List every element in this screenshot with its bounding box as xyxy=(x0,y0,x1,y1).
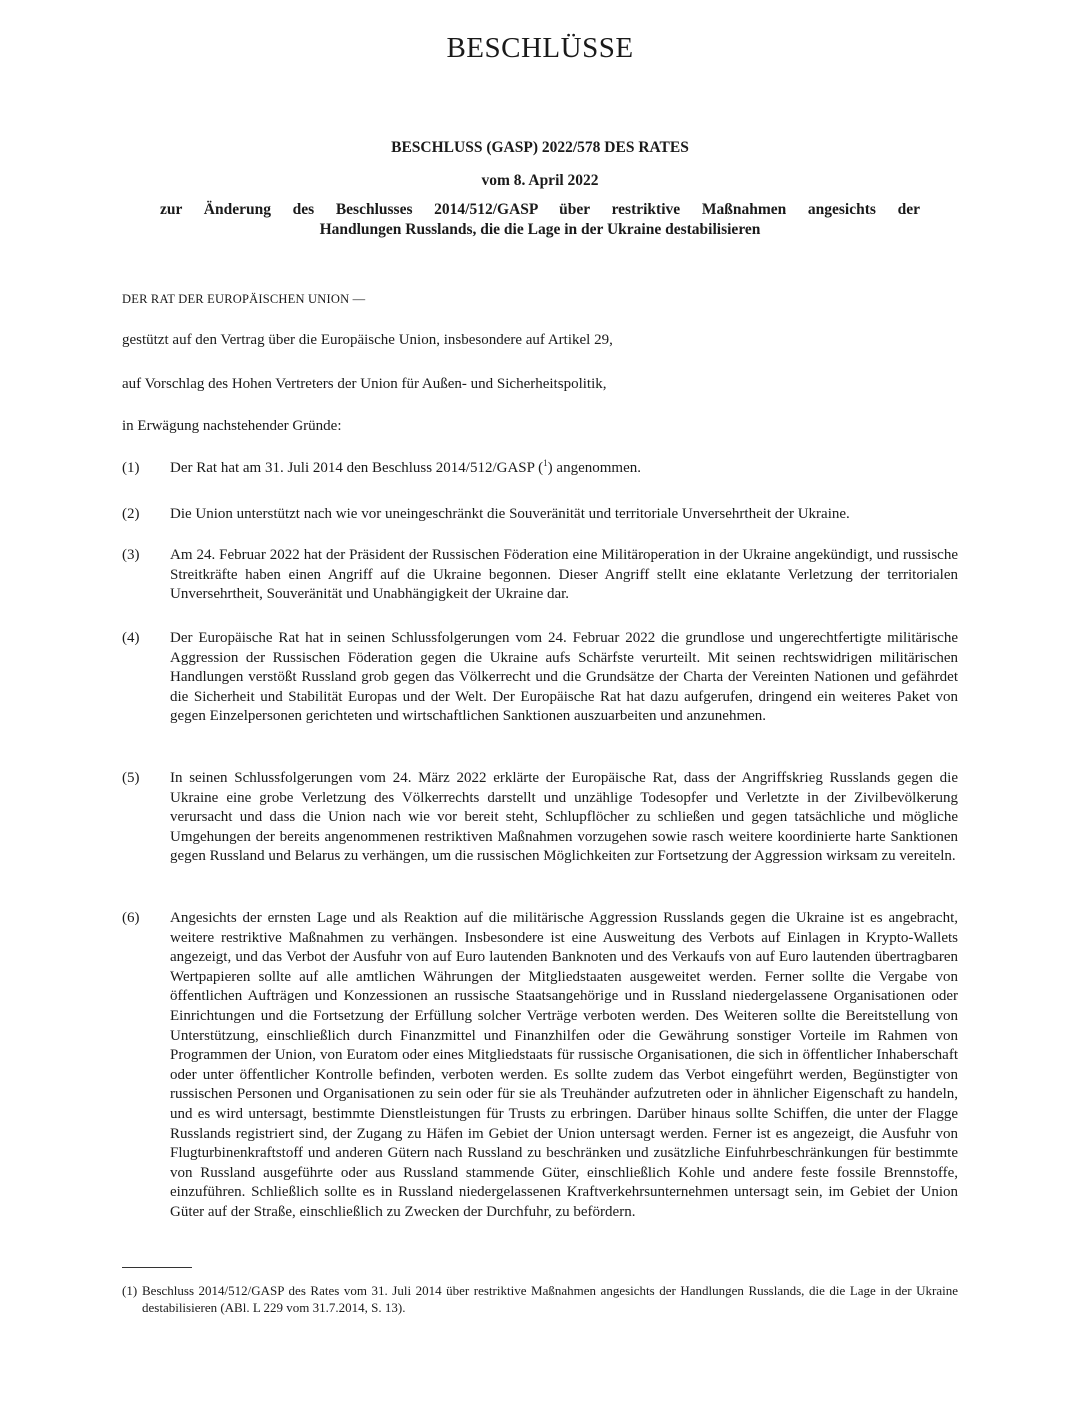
recital-number: (1) xyxy=(122,460,140,476)
footnote-1 xyxy=(122,1282,958,1316)
section-heading: BESCHLÜSSE xyxy=(446,32,634,64)
recital-5 xyxy=(122,769,958,867)
recital-number: (2) xyxy=(122,506,140,522)
recital-text: Der Europäische Rat hat in seinen Schlussfolgerungen vom 24. Februar 2022 die grundlose und ungerechtfertigte militärische Aggression der Russischen Föderation gegen die Ukraine aufs Schärfste verurteilt. Mit seinen rechtswidrigen militärischen Handlungen verstößt Russland grob gegen das Völkerrecht und die Grundsätze der Charta der Vereinten Nationen und gefährdet die Sicherheit und Stabilität Europas und der Welt. Der Europäische Rat hat dazu aufgerufen, dringend ein weiteres Paket von gegen Einzelpersonen gerichteten und wirtschaftlichen Sanktionen auszuarbeiten und anzunehmen. xyxy=(170,630,958,725)
recital-text: Am 24. Februar 2022 hat der Präsident der Russischen Föderation eine Militäroperation in der Ukraine angekündigt, und russische Streitkräfte haben einen Angriff auf die Ukraine begonnen. Dieser Angriff stellt eine eklatante Verletzung der territorialen Unversehrtheit, Souveränität und Unabhängigkeit der Ukraine dar. xyxy=(170,547,958,603)
council-heading: DER RAT DER EUROPÄISCHEN UNION — xyxy=(122,292,366,306)
recital-3 xyxy=(122,546,958,605)
recital-text: Angesichts der ernsten Lage und als Reaktion auf die militärische Aggression Russlands gegen die Ukraine ist es angebracht, weitere restriktive Maßnahmen zu verhängen. Insbesondere ist eine Ausweitung des Verbots auf Einlagen in Krypto-Wallets angezeigt, und das Verbot der Ausfuhr von auf Euro lautenden Banknoten und des Verkaufs von auf Euro lautenden übertragbaren Wertpapieren sollte auf alle amtlichen Währungen der Mitgliedstaaten ausgeweitet werden. Ferner sollte die Vergabe von öffentlichen Aufträgen und Konzessionen an russische Staatsangehörige und in Russland niedergelassene Organisationen oder Einrichtungen und die Fortsetzung der Erfüllung solcher Verträge verboten werden. Des Weiteren sollte die Bereitstellung von Unterstützung, einschließlich durch Finanzmittel und Finanzhilfen oder die Gewährung sonstiger Vorteile im Rahmen von Programmen der Union, von Euratom oder eines Mitgliedstaats für russische Organisationen, die sich in öffentlicher Inhaberschaft oder unter öffentlicher Kontrolle befinden, verboten werden. Es sollte zudem das Verbot eingeführt werden, Begünstigter von russischen Personen und Organisationen zu sein oder für sie als Treuhänder aufzutreten oder in ähnlicher Eigenschaft zu handeln, und es wird untersagt, bestimmte Dienstleistungen für Trusts zu erbringen. Darüber hinaus sollte Schiffen, die unter der Flagge Russlands registriert sind, der Zugang zu Häfen im Gebiet der Union untersagt werden. Ferner ist es angezeigt, die Ausfuhr von Flugturbinenkraftstoff und anderen Gütern nach Russland zu beschränken und zusätzliche Einfuhrbeschränkungen für bestimmte von Russland ausgeführte oder aus Russland stammende Güter, einschließlich Kohle und andere feste fossile Brennstoffe, einzuführen. Schließlich sollte es in Russland niedergelassenen Kraftverkehrsunternehmen untersagt sein, im Gebiet der Union Güter auf der Straße, einschließlich zu Zwecken der Durchfuhr, zu befördern. xyxy=(170,910,958,1220)
decision-title: BESCHLUSS (GASP) 2022/578 DES RATES xyxy=(391,139,689,156)
recital-number: (3) xyxy=(122,547,140,563)
preamble-proposal: auf Vorschlag des Hohen Vertreters der Union für Außen- und Sicherheitspolitik, xyxy=(122,376,607,392)
recital-6 xyxy=(122,909,958,1223)
decision-subtitle-line2: Handlungen Russlands, die die Lage in der Ukraine destabilisieren xyxy=(319,221,761,238)
preamble-whereas: in Erwägung nachstehender Gründe: xyxy=(122,418,342,434)
recital-number: (5) xyxy=(122,770,140,786)
recital-text: In seinen Schlussfolgerungen vom 24. März 2022 erklärte der Europäische Rat, dass der Angriffskrieg Russlands gegen die Ukraine eine grobe Verletzung des Völkerrechts darstellt und unzählige Todesopfer und Verletzte in der Zivilbevölkerung verursacht und dass die Union nach wie vor bereit steht, Schlupflöcher zu schließen und gegen tatsächliche und mögliche Umgehungen der bereits angenommenen restriktiven Maßnahmen vorzugehen sowie rasch weitere koordinierte harte Sanktionen gegen Russland und Belarus zu verhängen, um die russischen Möglichkeiten zur Fortsetzung der Aggression wirksam zu vereiteln. xyxy=(170,770,958,865)
preamble-based-on: gestützt auf den Vertrag über die Europäische Union, insbesondere auf Artikel 29, xyxy=(122,332,613,348)
footnote-reference[interactable]: 1 xyxy=(543,458,548,468)
decision-subtitle-line1: zur Änderung des Beschlusses 2014/512/GASP über restriktive Maßnahmen angesichts der xyxy=(160,201,920,218)
decision-date: vom 8. April 2022 xyxy=(481,172,599,189)
recital-number: (6) xyxy=(122,910,140,926)
footnote-mark: (1) xyxy=(122,1283,138,1298)
recital-text-part: Der Rat hat am 31. Juli 2014 den Beschluss 2014/512/GASP ( xyxy=(170,460,544,476)
footnote-text: Beschluss 2014/512/GASP des Rates vom 31. Juli 2014 über restriktive Maßnahmen angesichts der Handlungen Russlands, die die Lage in der Ukraine destabilisieren (ABl. L 229 vom 31.7.2014, S. 13). xyxy=(142,1283,958,1315)
recital-text: Die Union unterstützt nach wie vor uneingeschränkt die Souveränität und territoriale Unversehrtheit der Ukraine. xyxy=(170,506,850,522)
recital-2 xyxy=(122,505,958,525)
recital-1 xyxy=(122,459,958,479)
recital-number: (4) xyxy=(122,630,140,646)
footnote-divider xyxy=(122,1267,192,1268)
decision-subtitle xyxy=(160,200,920,240)
recital-4 xyxy=(122,629,958,727)
recital-text xyxy=(170,459,958,479)
recital-text-part: ) angenommen. xyxy=(547,460,641,476)
